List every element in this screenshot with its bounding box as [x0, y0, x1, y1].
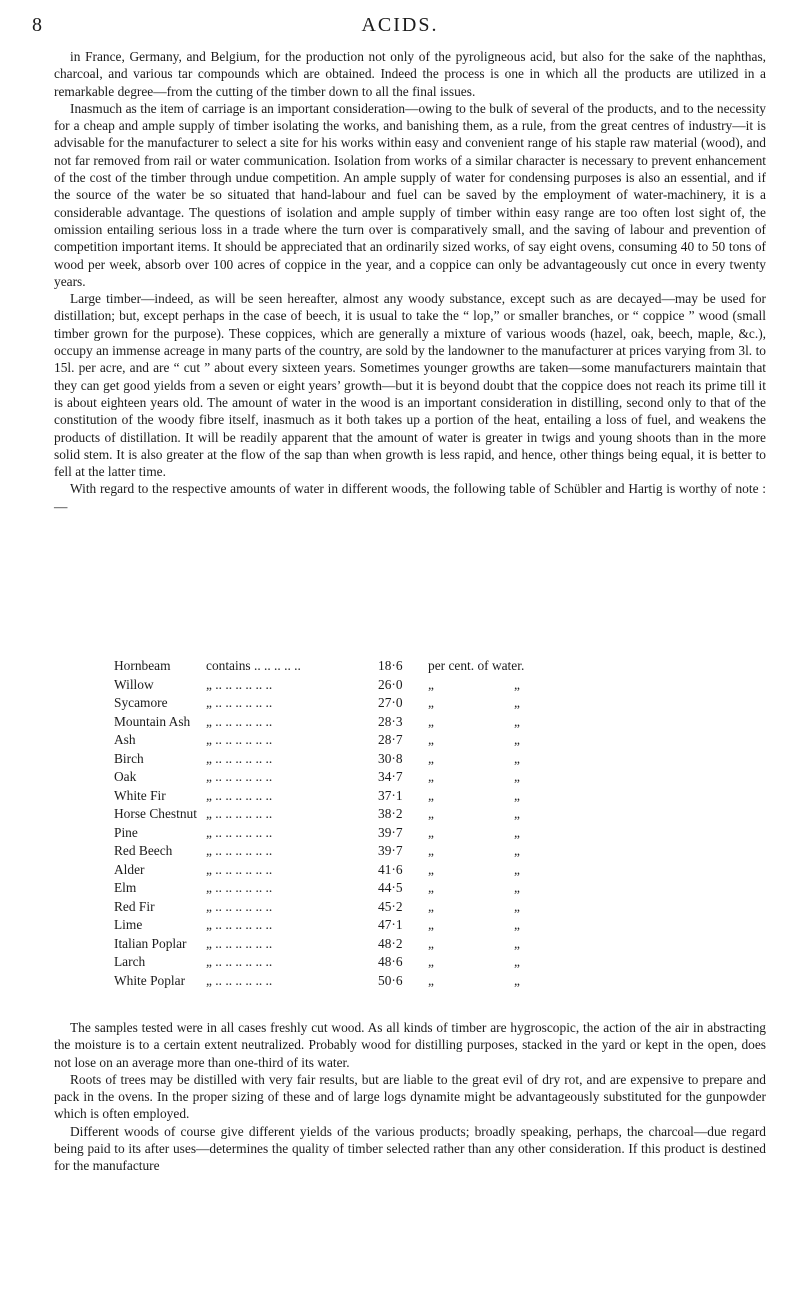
ditto-mark: „	[206, 880, 212, 895]
wood-name: Alder	[114, 861, 145, 877]
leader-dots: .. .. .. .. .. ..	[211, 676, 273, 692]
ditto-mark: „	[428, 898, 434, 914]
ditto-mark: „	[514, 732, 520, 747]
contains-ditto	[206, 768, 378, 787]
water-percent: 48·2	[378, 935, 403, 951]
contains-ditto	[206, 861, 378, 880]
water-percent: 30·8	[378, 750, 403, 766]
table-row	[114, 916, 574, 935]
water-percent: 39·7	[378, 824, 403, 840]
ditto-mark: „	[514, 880, 520, 895]
paragraph: The samples tested were in all cases freshly cut wood. As all kinds of timber are hygroscopic, the action of the air in abstracting the moisture is to a certain extent neutralized. Probably wood for distilling purposes, stacked in the yard or kept in the open, does not lose on an average more than one-third of its water.	[54, 1020, 766, 1070]
ditto-mark: „	[206, 917, 212, 932]
leader-dots: .. .. .. .. .. ..	[211, 898, 273, 914]
ditto-mark: „	[206, 787, 212, 803]
table-row	[114, 879, 574, 898]
ditto-mark: „	[206, 898, 212, 914]
water-percent: 37·1	[378, 787, 403, 803]
contains-ditto	[206, 824, 378, 843]
water-percent: 28·7	[378, 732, 403, 747]
water-percent: 28·3	[378, 713, 403, 729]
water-percent: 39·7	[378, 843, 403, 858]
water-percent: 18·6	[378, 658, 403, 673]
table-row	[114, 750, 574, 769]
ditto-mark: „	[514, 787, 520, 803]
table-row	[114, 898, 574, 917]
ditto-mark: „	[206, 843, 212, 858]
wood-name: White Poplar	[114, 972, 186, 988]
ditto-mark: „	[206, 806, 212, 821]
paragraph: Large timber—indeed, as will be seen hereafter, almost any woody substance, except such as are decayed—may be used for distillation; but, except perhaps in the case of beech, it is usual to take the “ lop,” or smaller branches, or “ coppice ” wood (small timber grown for the purpose). These coppices, which are generally a mixture of various woods (hazel, oak, beech, maple, &c.), occupy an immense acreage in many parts of the country, are sold by the landowner to the manufacturer at prices varying from 3l. to 15l. per acre, and are “ cut ” about every sixteen years. Sometimes younger growths are taken—some manufacturers maintain that they can get good yields from a seven or eight years’ growth—but it is beyond doubt that the coppice does not reach its prime till it is about eighteen years old. The amount of water in the wood is an important consideration in distilling, second only to that of the constitution of the woody fibre itself, inasmuch as it both takes up a portion of the heat, entailing a loss of fuel, and weakens the products of distillation. It will be readily apparent that the amount of water is greater in twigs and young shoots than in the more solid stem. It is also greater at the flow of the sap than when growth is less rapid, and hence, other things being equal, it is better to fell at the latter time.	[54, 291, 766, 480]
wood-name: Red Beech	[114, 843, 173, 858]
ditto-mark: „	[428, 972, 434, 988]
ditto-mark: „	[514, 917, 520, 932]
ditto-mark: „	[428, 917, 434, 932]
contains-ditto	[206, 879, 378, 898]
table-row	[114, 953, 574, 972]
ditto-mark: „	[514, 843, 520, 858]
ditto-mark: „	[514, 769, 520, 784]
ditto-mark: „	[428, 861, 434, 877]
leader-dots: .. .. .. .. .. ..	[211, 732, 273, 747]
ditto-mark: „	[514, 861, 520, 877]
ditto-mark: „	[514, 676, 520, 692]
table-row	[114, 805, 574, 824]
leader-dots: .. .. .. .. .. ..	[211, 861, 273, 877]
ditto-mark: „	[428, 954, 434, 969]
ditto-mark: „	[206, 935, 212, 951]
contains-ditto	[206, 953, 378, 972]
paragraph: Inasmuch as the item of carriage is an important consideration—owing to the bulk of several of the products, and to the necessity for a cheap and ample supply of timber isolating the works, and banishing them, as a rule, from the great centres of industry—it is advisable for the manufacturer to select a site for his works within easy and convenient range of his staple raw material (wood), and not far removed from rail or water communication. Isolation from works of a similar character is necessary to prevent enhancement of the cost of the timber through undue competition. An ample supply of water for condensing purposes is also an essential, and if the source of the water be so situated that hand-labour and fuel can be saved by the employment of water-machinery, it is a considerable advantage. The questions of isolation and ample supply of timber within easy range are too often lost sight of, the omission entailing serious loss in a trade where the turn over is comparatively small, and the saving of labour and prevention of competition important items. It should be appreciated that an ordinarily sized works, of say eight ovens, consuming 40 to 50 tons of wood per week, absorb over 100 acres of coppice in the year, and a coppice can only be advantageously cut once in every twenty years.	[54, 100, 766, 289]
ditto-mark: „	[514, 954, 520, 969]
table-row	[114, 713, 574, 732]
wood-name: Oak	[114, 769, 137, 784]
water-percent: 26·0	[378, 676, 403, 692]
ditto-mark: „	[428, 695, 434, 710]
water-content-table	[114, 657, 574, 990]
table-row	[114, 694, 574, 713]
table-row	[114, 768, 574, 787]
body-text-bottom	[54, 1019, 766, 1175]
contains-ditto	[206, 676, 378, 695]
table-row	[114, 787, 574, 806]
contains-ditto	[206, 750, 378, 769]
leader-dots: .. .. .. .. .. ..	[211, 750, 273, 766]
paragraph: Different woods of course give different yields of the various products; broadly speaking, perhaps, the charcoal—due regard being paid to its after uses—determines the quality of timber selected rather than any other consideration. If this product is destined for the manufacture	[54, 1123, 766, 1174]
water-percent: 41·6	[378, 861, 403, 877]
paragraph: in France, Germany, and Belgium, for the production not only of the pyroligneous acid, but also for the sake of the naphthas, charcoal, and various tar compounds which are obtained. Indeed the process is one in which all the products are utilized in a remarkable degree—from the cutting of the timber down to all the final issues.	[54, 49, 766, 99]
ditto-mark: „	[206, 861, 212, 877]
water-percent: 48·6	[378, 954, 403, 969]
contains-ditto	[206, 694, 378, 713]
wood-name: Birch	[114, 750, 144, 766]
contains-ditto	[206, 805, 378, 824]
running-head: ACIDS.	[361, 14, 439, 36]
unit-label: per cent. of water.	[428, 658, 525, 673]
table-row	[114, 972, 574, 991]
ditto-mark: „	[428, 769, 434, 784]
ditto-mark: „	[206, 769, 212, 784]
contains-ditto	[206, 916, 378, 935]
ditto-mark: „	[428, 732, 434, 747]
ditto-mark: „	[428, 713, 434, 729]
wood-name: Ash	[114, 732, 136, 747]
page-number: 8	[32, 14, 42, 36]
contains-ditto	[206, 972, 378, 991]
leader-dots: .. .. .. .. .. ..	[211, 843, 273, 858]
ditto-mark: „	[514, 713, 520, 729]
body-text-top	[54, 48, 766, 515]
wood-name: Hornbeam	[114, 658, 171, 673]
leader-dots: .. .. .. .. .. ..	[211, 806, 273, 821]
ditto-mark: „	[206, 695, 212, 710]
wood-name: Larch	[114, 954, 146, 969]
wood-name: White Fir	[114, 787, 166, 803]
wood-name: Pine	[114, 824, 138, 840]
wood-name: Willow	[114, 676, 154, 692]
ditto-mark: „	[428, 824, 434, 840]
leader-dots: .. .. .. .. .. ..	[211, 713, 273, 729]
table-row	[114, 676, 574, 695]
table-row	[114, 842, 574, 861]
ditto-mark: „	[428, 935, 434, 951]
leader-dots: .. .. .. .. .. ..	[211, 954, 273, 969]
ditto-mark: „	[514, 695, 520, 710]
table-row	[114, 824, 574, 843]
ditto-mark: „	[428, 843, 434, 858]
leader-dots: .. .. .. .. ..	[250, 658, 301, 673]
contains-ditto	[206, 713, 378, 732]
ditto-mark: „	[514, 972, 520, 988]
wood-name: Mountain Ash	[114, 713, 191, 729]
ditto-mark: „	[428, 880, 434, 895]
table-row	[114, 935, 574, 954]
ditto-mark: „	[428, 787, 434, 803]
leader-dots: .. .. .. .. .. ..	[211, 880, 273, 895]
table-row	[114, 657, 574, 676]
ditto-mark: „	[428, 676, 434, 692]
wood-name: Italian Poplar	[114, 935, 187, 951]
leader-dots: .. .. .. .. .. ..	[211, 935, 273, 951]
water-percent: 45·2	[378, 898, 403, 914]
leader-dots: .. .. .. .. .. ..	[211, 695, 273, 710]
wood-name: Elm	[114, 880, 137, 895]
ditto-mark: „	[514, 806, 520, 821]
ditto-mark: „	[206, 732, 212, 747]
wood-name: Red Fir	[114, 898, 155, 914]
ditto-mark: „	[206, 676, 212, 692]
leader-dots: .. .. .. .. .. ..	[211, 787, 273, 803]
water-percent: 50·6	[378, 972, 403, 988]
table-row	[114, 861, 574, 880]
ditto-mark: „	[428, 750, 434, 766]
water-percent: 44·5	[378, 880, 403, 895]
contains-ditto	[206, 935, 378, 954]
ditto-mark: „	[206, 713, 212, 729]
leader-dots: .. .. .. .. .. ..	[211, 824, 273, 840]
ditto-mark: „	[206, 824, 212, 840]
wood-name: Lime	[114, 917, 143, 932]
leader-dots: .. .. .. .. .. ..	[211, 972, 273, 988]
leader-dots: .. .. .. .. .. ..	[211, 917, 273, 932]
contains-ditto	[206, 842, 378, 861]
ditto-mark: „	[514, 750, 520, 766]
leader-dots: .. .. .. .. .. ..	[211, 769, 273, 784]
ditto-mark: „	[514, 935, 520, 951]
paragraph: With regard to the respective amounts of water in different woods, the following table of Schübler and Hartig is worthy of note :—	[54, 481, 766, 514]
water-percent: 27·0	[378, 695, 403, 710]
ditto-mark: „	[206, 750, 212, 766]
contains-ditto	[206, 898, 378, 917]
contains-ditto	[206, 787, 378, 806]
water-percent: 34·7	[378, 769, 403, 784]
page-header	[32, 12, 768, 44]
ditto-mark: „	[206, 972, 212, 988]
contains-ditto	[206, 657, 378, 676]
ditto-mark: „	[514, 824, 520, 840]
table-row	[114, 731, 574, 750]
paragraph: Roots of trees may be distilled with very fair results, but are liable to the great evil of dry rot, and are expensive to prepare and pack in the ovens. In the proper sizing of these and of large logs dynamite might be advantageously substituted for the gunpowder which is often employed.	[54, 1071, 766, 1122]
water-percent: 47·1	[378, 917, 403, 932]
wood-name: Sycamore	[114, 695, 168, 710]
water-percent: 38·2	[378, 806, 403, 821]
contains-ditto	[206, 731, 378, 750]
ditto-mark: „	[428, 806, 434, 821]
wood-name: Horse Chestnut	[114, 806, 197, 821]
ditto-mark: „	[206, 954, 212, 969]
ditto-mark: „	[514, 898, 520, 914]
contains-label: contains	[206, 658, 251, 673]
